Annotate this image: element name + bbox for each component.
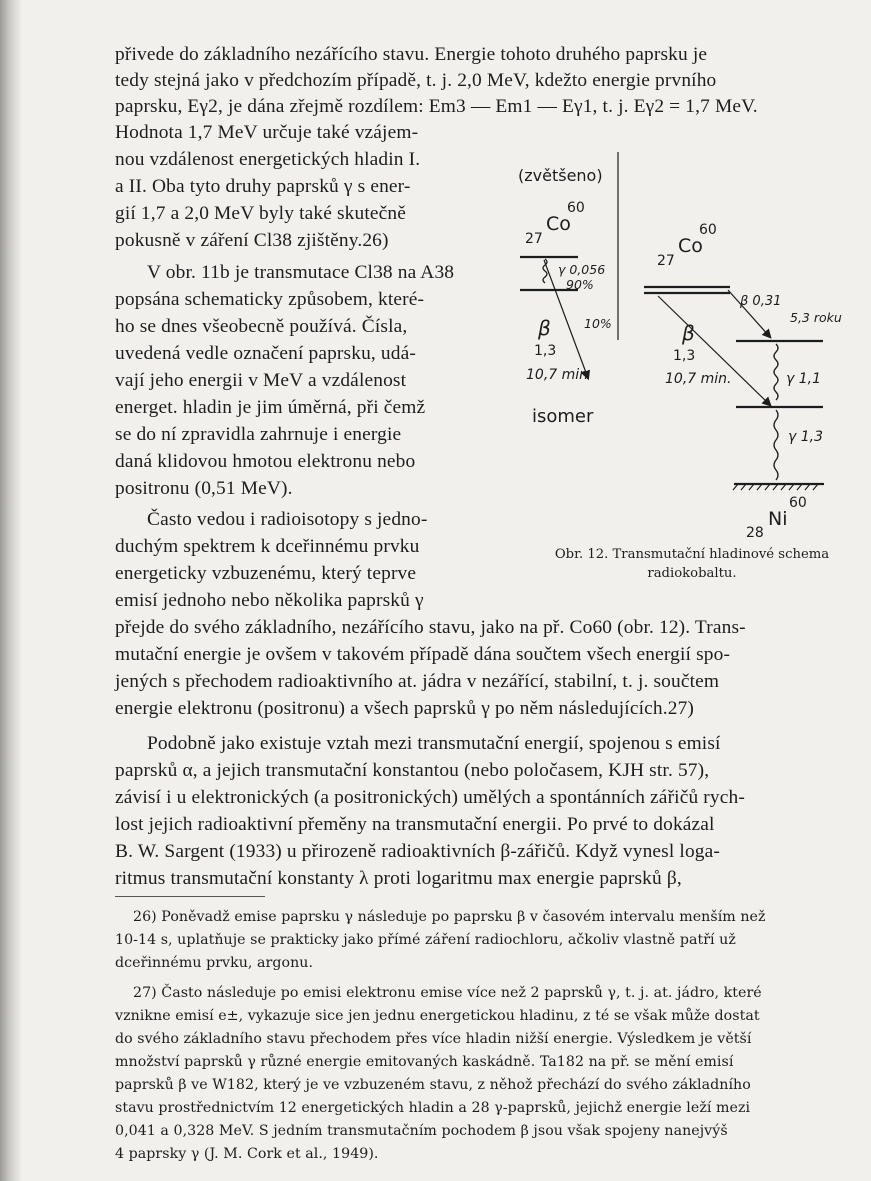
isomer-beta-symbol: β <box>538 316 551 340</box>
ni-element-symbol: Ni <box>768 508 788 530</box>
isomer-gamma-percent: 90% <box>566 277 594 292</box>
beta-13-half-life: 10,7 min. <box>665 371 732 387</box>
text-line: positronu (0,51 MeV). <box>115 478 293 499</box>
text-line: a II. Oba tyto druhy paprsků γ s ener- <box>115 176 411 197</box>
gamma-13-wave <box>774 410 778 480</box>
text-line: mutační energie je ovšem v takovém případě dána součtem všech energií spo- <box>115 644 731 665</box>
beta-031-label: β 0,31 <box>740 294 782 309</box>
ni-atomic-number: 28 <box>746 525 764 540</box>
left-element-symbol: Co <box>546 213 571 235</box>
text-line: daná klidovou hmotou elektronu nebo <box>115 451 416 472</box>
text-line: uvedená vedle označení paprsku, udá- <box>115 343 416 364</box>
text-line: ho se dnes všeobecně používá. Čísla, <box>115 316 408 337</box>
isomer-gamma-label: γ 0,056 <box>558 262 606 277</box>
text-line: jených s přechodem radioaktivního at. jádra v nezářící, stabilní, t. j. součtem <box>115 671 720 692</box>
text-line: přejde do svého základního, nezářícího stavu, jako na př. Co60 (obr. 12). Trans- <box>115 617 746 638</box>
footnote-line: vznikne emisí e±, vykazuje sice jen jednu energetickou hladinu, z té se však může dostat <box>115 1008 760 1024</box>
beta-13-symbol: β <box>682 321 695 345</box>
text-line: lost jejich radioaktivní přeměny na transmutační energii. Po prvé to dokázal <box>115 814 715 835</box>
text-line: pokusně v záření Cl38 zjištěny.26) <box>115 230 389 251</box>
isomer-half-life: 10,7 min <box>526 367 589 383</box>
text-line: emisí jednoho nebo několika paprsků γ <box>115 590 424 611</box>
beta-13-energy: 1,3 <box>673 348 696 364</box>
text-line: B. W. Sargent (1933) u přirozeně radioaktivních β-zářičů. Když vynesl loga- <box>115 841 721 862</box>
zvetseno-label: (zvětšeno) <box>518 166 603 185</box>
left-atomic-number: 27 <box>525 231 543 247</box>
footnote-rule <box>115 896 265 897</box>
text-line: se do ní zpravidla zahrnuje i energie <box>115 424 402 445</box>
footnote-line: 27) Často následuje po emisi elektronu emise více než 2 paprsků γ, t. j. at. jádro, které <box>133 985 762 1001</box>
footnote-line: 4 paprsky γ (J. M. Cork et al., 1949). <box>115 1146 379 1162</box>
text-line: přivede do základního nezářícího stavu. Energie tohoto druhého paprsku je <box>115 44 708 65</box>
text-line: duchým spektrem k dceřinnému prvku <box>115 536 420 557</box>
text-line: Hodnota 1,7 MeV určuje také vzájem- <box>115 122 419 143</box>
text-line: paprsků α, a jejich transmutační konstantou (nebo poločasem, KJH str. 57), <box>115 760 710 781</box>
isomer-beta-percent: 10% <box>584 316 612 331</box>
footnote-line: 10-14 s, uplatňuje se prakticky jako přímé záření radiochloru, ačkoliv vlastně patří už <box>115 932 736 948</box>
text-line: Často vedou i radioisotopy s jedno- <box>147 509 428 530</box>
footnote-line: množství paprsků γ různé energie emitovaných kaskádně. Ta182 na př. se mění emisí <box>115 1054 734 1070</box>
ni-mass-number: 60 <box>789 495 807 511</box>
text-line: nou vzdálenost energetických hladin I. <box>115 149 421 170</box>
text-line: paprsku, Eγ2, je dána zřejmě rozdílem: Em3 — Em1 — Eγ1, t. j. Eγ2 = 1,7 MeV. <box>115 96 758 117</box>
text-line: závisí i u elektronických (a positronických) umělých a spontánních zářičů rych- <box>115 787 745 808</box>
footnote-line: 0,041 a 0,328 MeV. S jedním transmutačním pochodem β jsou však spojeny nanejvýš <box>115 1123 728 1139</box>
text-line: energet. hladin je jim úměrná, při čemž <box>115 397 426 418</box>
text-line: popsána schematicky způsobem, které- <box>115 289 425 310</box>
right-atomic-number: 27 <box>657 253 675 269</box>
caption-line: Obr. 12. Transmutační hladinové schema <box>554 547 830 562</box>
gamma-11-wave <box>774 344 778 400</box>
footnote-line: 26) Poněvadž emise paprsku γ následuje po paprsku β v časovém intervalu menším než <box>133 909 766 925</box>
footnote-line: paprsků β ve W182, který je ve vzbuzeném stavu, z něhož přechází do svého základního <box>115 1077 751 1093</box>
text-line: Podobně jako existuje vztah mezi transmutační energií, spojenou s emisí <box>147 733 721 754</box>
text-line: tedy stejná jako v předchozím případě, t. j. 2,0 MeV, kdežto energie prvního <box>115 70 717 91</box>
text-line: ritmus transmutační konstanty λ proti logaritmu max energie paprsků β, <box>115 868 682 889</box>
footnote-line: do svého základního stavu přechodem přes více hladin nižší energie. Výsledkem je větší <box>115 1031 752 1047</box>
left-mass-number: 60 <box>567 200 585 216</box>
text-line: V obr. 11b je transmutace Cl38 na A38 <box>147 262 455 283</box>
right-element-symbol: Co <box>678 235 703 257</box>
right-mass-number: 60 <box>699 222 717 238</box>
text-line: gií 1,7 a 2,0 MeV byly také skutečně <box>115 203 406 224</box>
figure-12-diagram <box>508 150 868 540</box>
footnote-line: stavu prostřednictvím 12 energetických hladin a 28 γ-paprsků, jejichž energie leží mezi <box>115 1100 751 1116</box>
gamma-13-label: γ 1,3 <box>788 429 823 445</box>
co60-half-life: 5,3 roku <box>790 310 842 325</box>
figure-caption <box>522 545 862 583</box>
footnote-line: dceřinnému prvku, argonu. <box>115 955 314 971</box>
text-line: energeticky vzbuzenému, který teprve <box>115 563 417 584</box>
caption-line: radiokobaltu. <box>647 566 737 581</box>
page-binding-shadow <box>0 0 22 1181</box>
isomer-beta-energy: 1,3 <box>534 343 557 359</box>
text-line: energie elektronu (positronu) a všech paprsků γ po něm následujících.27) <box>115 698 695 719</box>
gamma-11-label: γ 1,1 <box>786 371 821 387</box>
isomer-label: isomer <box>532 406 594 427</box>
text-line: vají jeho energii v MeV a vzdálenost <box>115 370 407 391</box>
